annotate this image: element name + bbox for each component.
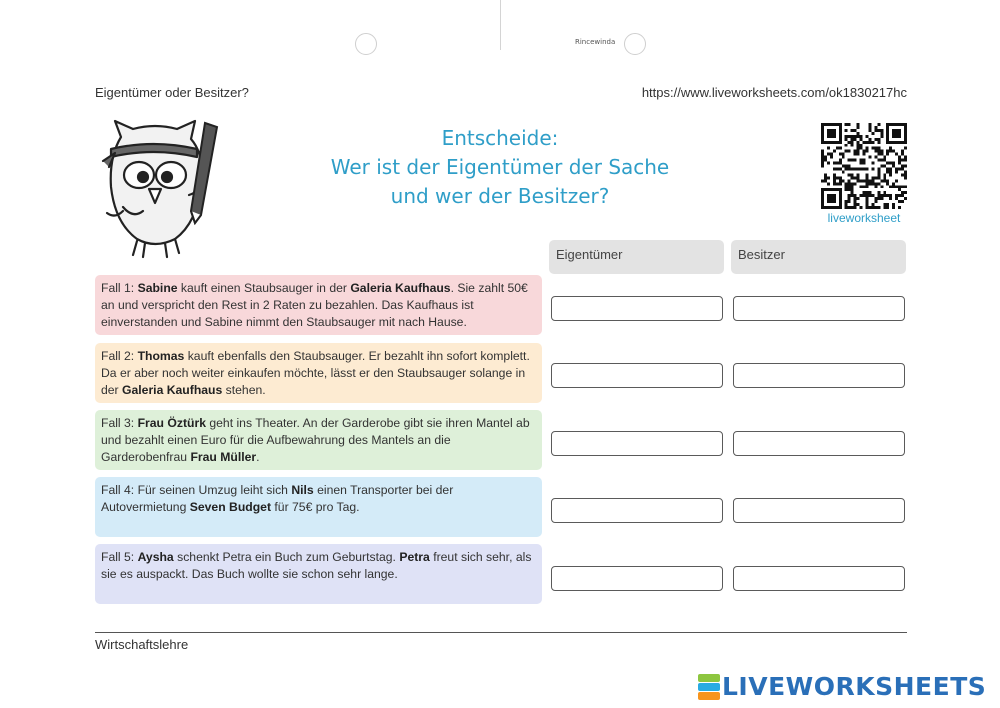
case-text: Fall 2: [101, 349, 138, 363]
column-header-owner: Eigentümer [549, 240, 724, 274]
case-text: für 75€ pro Tag. [271, 500, 360, 514]
case-4-owner-input[interactable] [551, 498, 723, 523]
case-text: Fall 5: [101, 550, 138, 564]
case-text: kauft ebenfalls den Staubsauger. Er bezahlt ihn sofort komplett. Da er aber noch weiter einkaufen möchte, lässt er den Staubsauger solange in der [101, 349, 530, 397]
case-text: Fall 3: [101, 416, 138, 430]
case-highlight-name: Frau Öztürk [137, 416, 206, 430]
case-4-holder-input[interactable] [733, 498, 905, 523]
case-2-owner-input[interactable] [551, 363, 723, 388]
logo-bar-2 [698, 683, 720, 691]
case-1-owner-input[interactable] [551, 296, 723, 321]
case-highlight-name: Nils [291, 483, 314, 497]
case-highlight-name: Petra [399, 550, 430, 564]
case-text: stehen. [222, 383, 266, 397]
footer-divider [95, 632, 907, 633]
case-text: Fall 4: Für seinen Umzug leiht sich [101, 483, 292, 497]
case-card-5 [95, 544, 542, 604]
case-card-4 [95, 477, 542, 537]
case-3-owner-input[interactable] [551, 431, 723, 456]
case-2-holder-input[interactable] [733, 363, 905, 388]
footer-subject: Wirtschaftslehre [95, 637, 189, 652]
case-text: Fall 1: [101, 281, 138, 295]
case-text: freut sich sehr, als sie es auspackt. Das Buch wollte sie schon sehr lange. [101, 550, 532, 581]
author-signature: Rincewinda [575, 38, 616, 46]
qr-code-icon[interactable] [821, 123, 907, 209]
worksheet-topic: Eigentümer oder Besitzer? [95, 85, 249, 100]
case-text: kauft einen Staubsauger in der [177, 281, 351, 295]
case-card-3 [95, 410, 542, 470]
worksheet-title [250, 124, 750, 211]
case-highlight-name: Seven Budget [189, 500, 272, 514]
title-line-1: Entscheide: [441, 126, 559, 150]
logo-bar-1 [698, 674, 720, 682]
column-header-holder: Besitzer [731, 240, 906, 274]
logo-bar-3 [698, 692, 720, 700]
worksheet-url[interactable]: https://www.liveworksheets.com/ok1830217hc [641, 85, 907, 100]
case-text: schenkt Petra ein Buch zum Geburtstag. [173, 550, 400, 564]
case-card-2 [95, 343, 542, 403]
qr-code-label: liveworksheet [827, 211, 901, 225]
case-highlight-name: Aysha [137, 550, 174, 564]
case-5-holder-input[interactable] [733, 566, 905, 591]
case-card-1 [95, 275, 542, 335]
case-text: . Sie zahlt 50€ an und verspricht den Rest in 2 Raten zu bezahlen. Das Kaufhaus ist einverstanden und Sabine nimmt den Staubsauger mit nach Hause. [101, 281, 528, 329]
hole-punch-circle-right [624, 33, 646, 55]
owl-mascot-icon [93, 115, 233, 260]
case-text: . [256, 450, 260, 464]
case-text: einen Transporter bei der Autovermietung [101, 483, 454, 514]
brand-name: LIVEWORKSHEETS [722, 672, 987, 701]
case-highlight-name: Galeria Kaufhaus [350, 281, 451, 295]
title-line-2: Wer ist der Eigentümer der Sache [330, 155, 670, 179]
worksheet-header [95, 85, 907, 100]
case-3-holder-input[interactable] [733, 431, 905, 456]
hole-punch-circle-left [355, 33, 377, 55]
liveworksheets-logo-icon [698, 674, 720, 700]
title-line-3: und wer der Besitzer? [390, 184, 610, 208]
case-highlight-name: Galeria Kaufhaus [122, 383, 223, 397]
case-text: geht ins Theater. An der Garderobe gibt sie ihren Mantel ab und bezahlt einen Euro für die Aufbewahrung des Mantels an die Garderobenfrau [101, 416, 530, 464]
case-highlight-name: Thomas [137, 349, 185, 363]
case-highlight-name: Sabine [137, 281, 178, 295]
case-5-owner-input[interactable] [551, 566, 723, 591]
fold-line [500, 0, 501, 50]
case-1-holder-input[interactable] [733, 296, 905, 321]
liveworksheets-brand[interactable] [698, 672, 986, 701]
case-highlight-name: Frau Müller [190, 450, 257, 464]
